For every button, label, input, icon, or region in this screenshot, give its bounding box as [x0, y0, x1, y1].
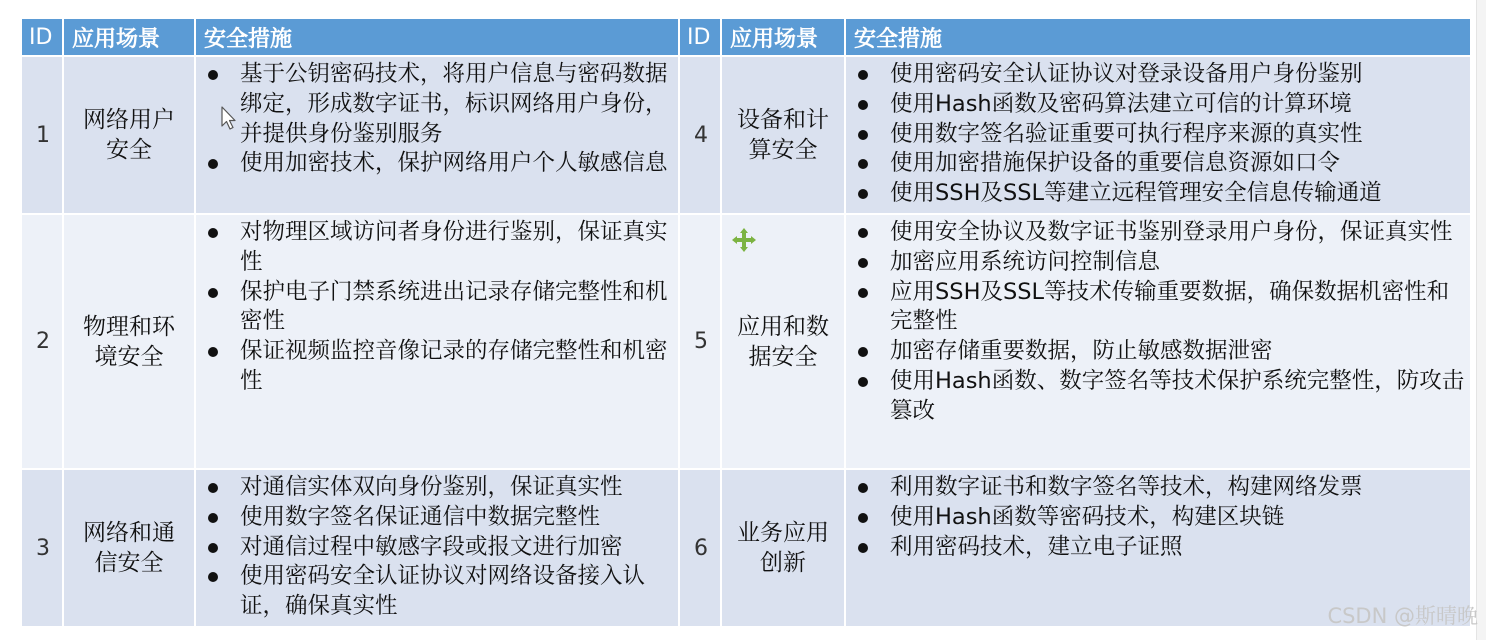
scene-label: 设备和计算安全 — [737, 107, 829, 163]
measure-item: 使用安全协议及数字证书鉴别登录用户身份，保证真实性 — [852, 218, 1466, 248]
measure-item: 使用密码安全认证协议对登录设备用户身份鉴别 — [852, 60, 1466, 90]
scene-cell — [63, 469, 195, 627]
move-cross-icon — [732, 228, 756, 252]
header-measures-left: 安全措施 — [195, 18, 679, 56]
row-id: 6 — [679, 469, 721, 627]
header-id-left: ID — [21, 18, 63, 56]
measures-cell — [195, 56, 679, 214]
measure-item: 对通信过程中敏感字段或报文进行加密 — [202, 533, 674, 563]
measures-cell — [845, 214, 1471, 469]
measure-item: 加密应用系统访问控制信息 — [852, 248, 1466, 278]
scene-label: 网络用户安全 — [83, 107, 175, 163]
measure-item: 保护电子门禁系统进出记录存储完整性和机密性 — [202, 278, 674, 338]
measure-item: 对通信实体双向身份鉴别，保证真实性 — [202, 473, 674, 503]
measures-cell — [195, 214, 679, 469]
header-row — [21, 18, 1471, 56]
measures-list — [852, 218, 1466, 427]
row-id: 2 — [21, 214, 63, 469]
measures-cell — [845, 56, 1471, 214]
measure-item: 利用数字证书和数字签名等技术，构建网络发票 — [852, 473, 1466, 503]
measure-item: 使用SSH及SSL等建立远程管理安全信息传输通道 — [852, 179, 1466, 209]
measure-item: 使用数字签名验证重要可执行程序来源的真实性 — [852, 120, 1466, 150]
scene-cell — [63, 56, 195, 214]
scrollbar-edge[interactable] — [1476, 0, 1486, 640]
measure-item: 保证视频监控音像记录的存储完整性和机密性 — [202, 337, 674, 397]
measure-item: 使用数字签名保证通信中数据完整性 — [202, 503, 674, 533]
table-row — [21, 56, 1471, 214]
measure-item: 加密存储重要数据，防止敏感数据泄密 — [852, 337, 1466, 367]
measure-item: 使用Hash函数及密码算法建立可信的计算环境 — [852, 90, 1466, 120]
watermark-text: CSDN @斯晴晚 — [1327, 604, 1478, 628]
header-id-right: ID — [679, 18, 721, 56]
header-scene-left: 应用场景 — [63, 18, 195, 56]
scene-cell — [721, 56, 845, 214]
header-scene-right: 应用场景 — [721, 18, 845, 56]
measures-cell — [195, 469, 679, 627]
security-measures-table — [20, 17, 1472, 628]
scene-label: 应用和数据安全 — [737, 313, 829, 370]
scene-label: 网络和通信安全 — [83, 520, 175, 576]
measure-item: 使用加密措施保护设备的重要信息资源如口令 — [852, 149, 1466, 179]
row-id: 4 — [679, 56, 721, 214]
scene-label: 业务应用创新 — [737, 520, 829, 576]
row-id: 3 — [21, 469, 63, 627]
measure-item: 使用Hash函数等密码技术，构建区块链 — [852, 503, 1466, 533]
table-row — [21, 214, 1471, 469]
measure-item: 应用SSH及SSL等技术传输重要数据，确保数据机密性和完整性 — [852, 278, 1466, 338]
measure-item: 使用密码安全认证协议对网络设备接入认证，确保真实性 — [202, 562, 674, 622]
scene-label: 物理和环境安全 — [83, 313, 175, 370]
measures-list — [202, 60, 674, 179]
measure-item: 基于公钥密码技术，将用户信息与密码数据绑定，形成数字证书，标识网络用户身份，并提供身份鉴别服务 — [202, 60, 674, 149]
measure-item: 利用密码技术，建立电子证照 — [852, 533, 1466, 563]
scene-cell — [721, 469, 845, 627]
row-id: 1 — [21, 56, 63, 214]
measure-item: 使用Hash函数、数字签名等技术保护系统完整性，防攻击篡改 — [852, 367, 1466, 427]
measures-list — [202, 473, 674, 622]
measure-item: 对物理区域访问者身份进行鉴别，保证真实性 — [202, 218, 674, 278]
measure-item: 使用加密技术，保护网络用户个人敏感信息 — [202, 149, 674, 179]
row-id: 5 — [679, 214, 721, 469]
table-row — [21, 469, 1471, 627]
scene-cell — [721, 214, 845, 469]
header-measures-right: 安全措施 — [845, 18, 1471, 56]
measures-list — [202, 218, 674, 397]
measures-list — [852, 60, 1466, 209]
mouse-cursor-icon — [221, 106, 237, 132]
measures-list — [852, 473, 1466, 562]
scene-cell — [63, 214, 195, 469]
